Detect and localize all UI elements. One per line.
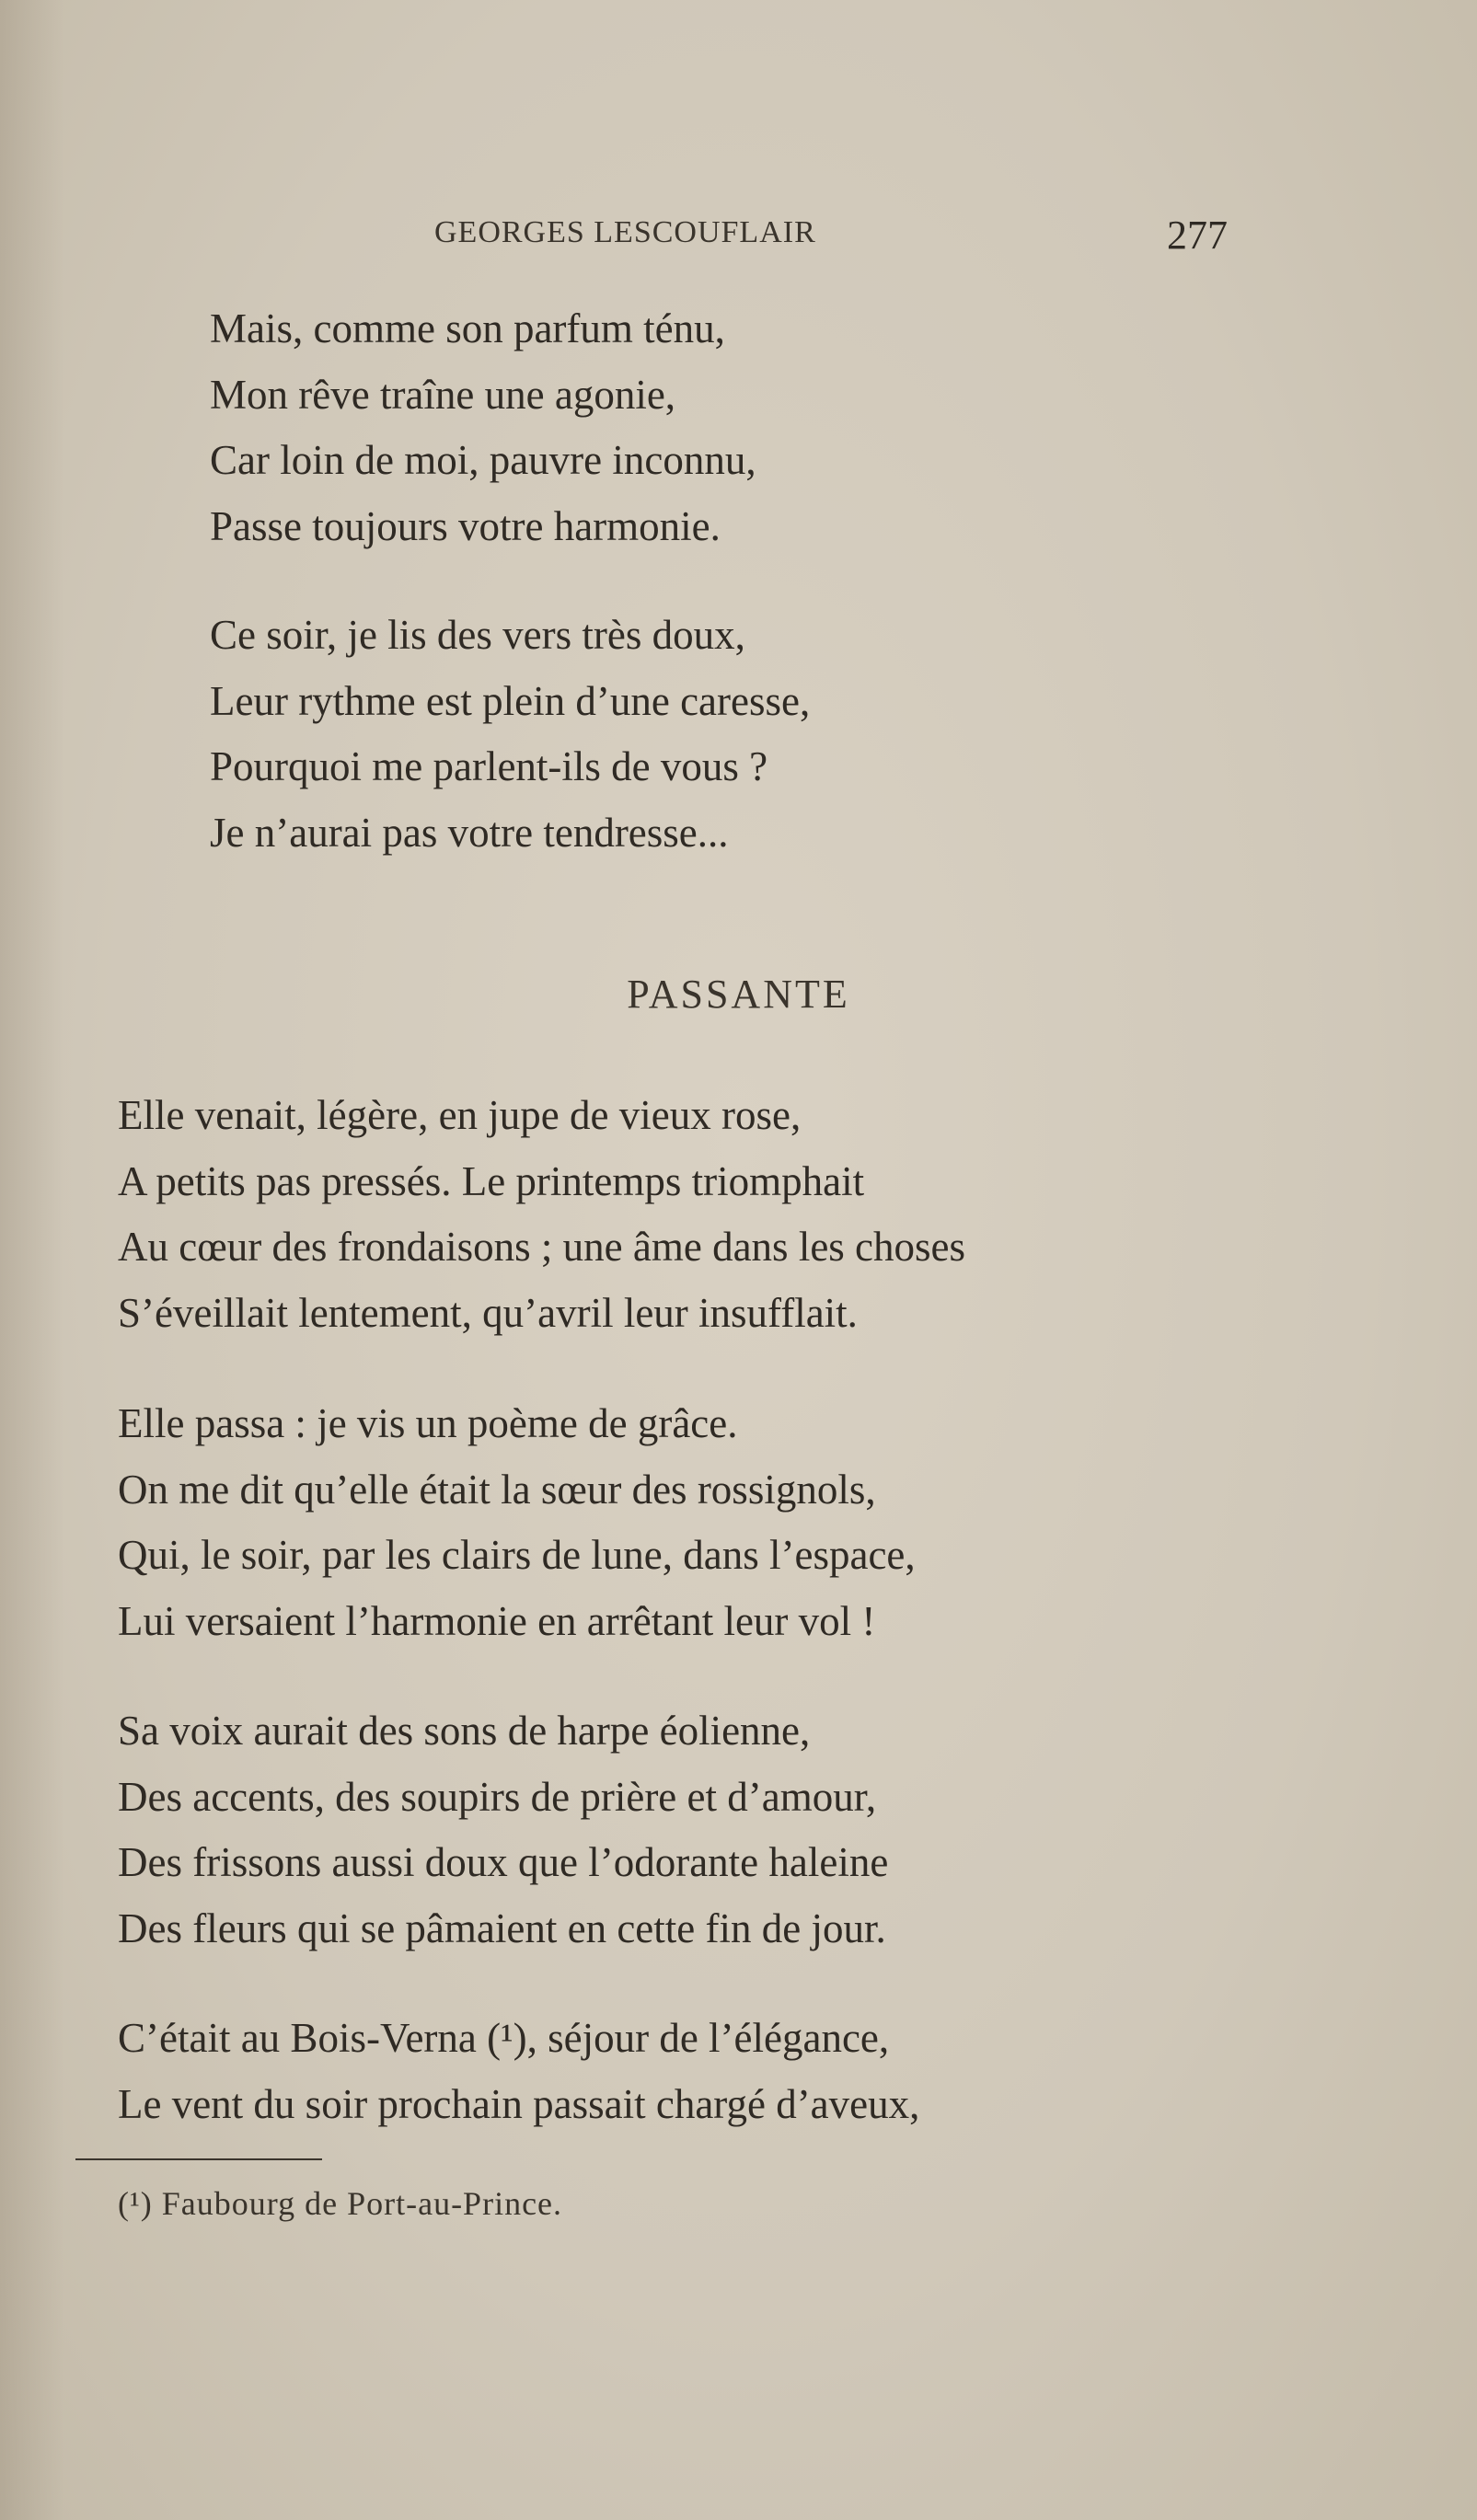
verse-line: Au cœur des frondaisons ; une âme dans les choses (118, 1224, 966, 1270)
verse-line: Sa voix aurait des sons de harpe éolienne, (118, 1708, 811, 1754)
verse-line: Qui, le soir, par les clairs de lune, dans l’espace, (118, 1532, 916, 1578)
verse-line: C’était au Bois-Verna (¹), séjour de l’élégance, (118, 2015, 890, 2061)
verse-line: Le vent du soir prochain passait chargé d’aveux, (118, 2080, 920, 2127)
footnote: (¹) Faubourg de Port-au-Prince. (118, 2185, 563, 2222)
poem-title: PASSANTE (627, 972, 850, 1017)
verse-line: Car loin de moi, pauvre inconnu, (210, 437, 756, 483)
footnote-rule (75, 2158, 322, 2160)
stanza (118, 2006, 919, 2137)
verse-line: Des accents, des soupirs de prière et d’amour, (118, 1773, 877, 1820)
stanza (118, 1391, 916, 1654)
verse-line: Des frissons aussi doux que l’odorante haleine (118, 1839, 889, 1885)
verse-line: Pourquoi me parlent-ils de vous ? (210, 743, 768, 789)
stanza (118, 1083, 965, 1346)
verse-line: Des fleurs qui se pâmaient en cette fin de jour. (118, 1904, 886, 1951)
verse-line: A petits pas pressés. Le printemps triomphait (118, 1157, 865, 1204)
page-number: 277 (1167, 213, 1228, 258)
verse-line: On me dit qu’elle était la sœur des rossignols, (118, 1466, 876, 1513)
verse-line: Elle venait, légère, en jupe de vieux rose, (118, 1092, 802, 1138)
verse-line: Elle passa : je vis un poème de grâce. (118, 1400, 738, 1446)
verse-line: Ce soir, je lis des vers très doux, (210, 612, 745, 658)
verse-line: Passe toujours votre harmonie. (210, 502, 721, 549)
verse-line: Lui versaient l’harmonie en arrêtant leur vol ! (118, 1597, 876, 1644)
running-head (0, 210, 1477, 265)
verse-line: Je n’aurai pas votre tendresse... (210, 809, 729, 856)
verse-line: Mais, comme son parfum ténu, (210, 305, 725, 351)
verse-line: S’éveillait lentement, qu’avril leur insufflait. (118, 1289, 858, 1336)
verse-line: Mon rêve traîne une agonie, (210, 371, 676, 418)
stanza (210, 296, 756, 559)
verse-line: Leur rythme est plein d’une caresse, (210, 677, 811, 724)
page-gutter-shadow (0, 0, 64, 2520)
stanza (118, 1698, 888, 1962)
running-title: GEORGES LESCOUFLAIR (434, 215, 816, 249)
stanza (210, 603, 810, 866)
